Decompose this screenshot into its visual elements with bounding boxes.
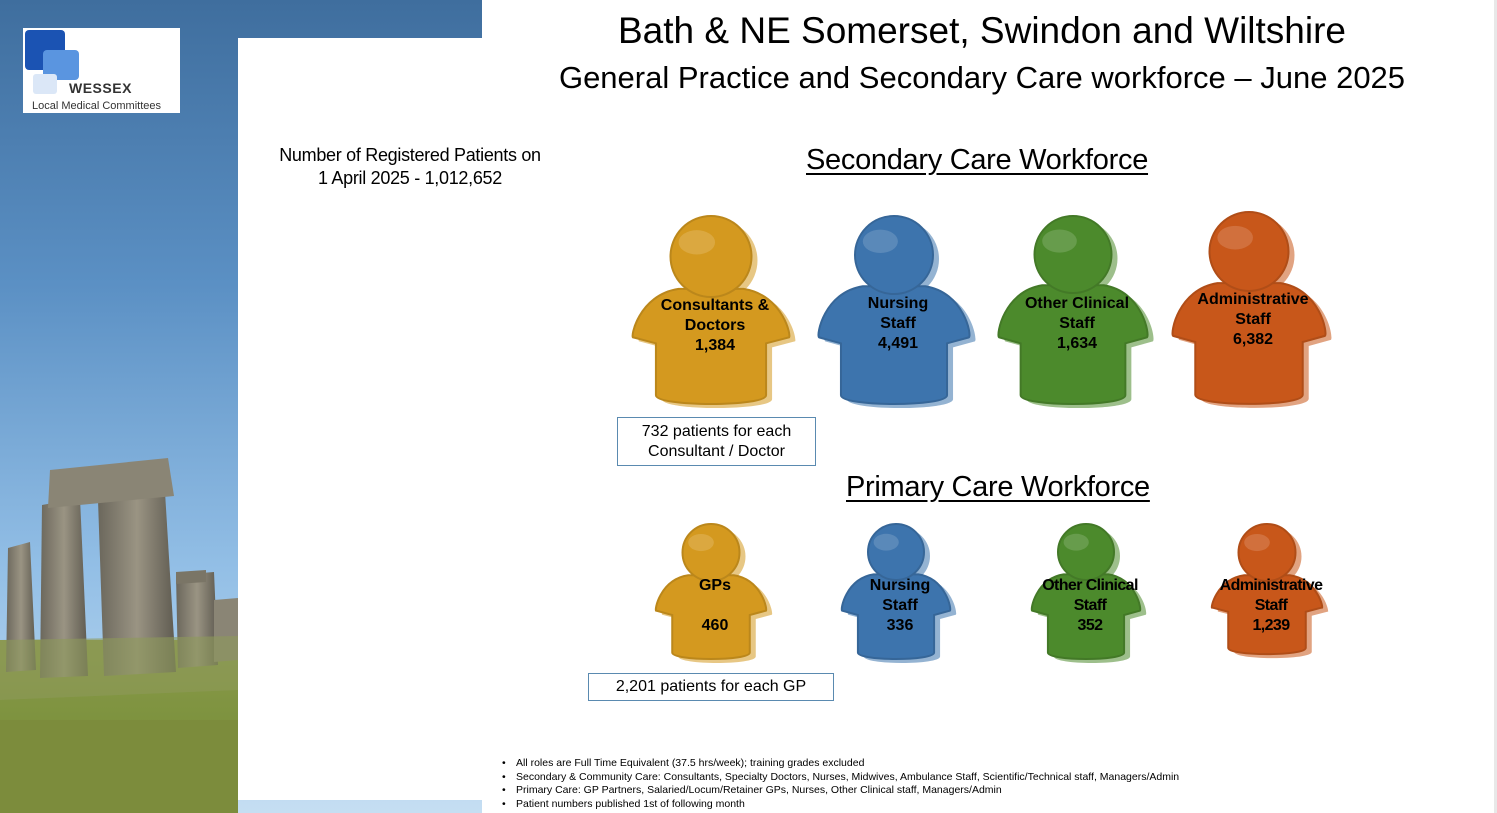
footnote-item: • All roles are Full Time Equivalent (37.5 hrs/week); training grades excluded [500, 757, 1179, 771]
footnote-item: • Patient numbers published 1st of following month [500, 798, 1179, 812]
secondary-ratio-box [617, 417, 816, 466]
wessex-lmc-logo [23, 28, 180, 113]
secondary-consultants-figure [630, 212, 800, 417]
primary-nursing-line2: Staff [882, 597, 918, 614]
secondary-consultants-value: 1,384 [694, 337, 736, 354]
primary-nursing-label [840, 576, 960, 636]
primary-other-clinical-label [1030, 576, 1150, 636]
secondary-administrative-value: 6,382 [1232, 331, 1274, 348]
registered-patients-line1: Number of Registered Patients on [279, 145, 541, 165]
secondary-ratio-line1: 732 patients for each [641, 423, 792, 440]
primary-administrative-figure [1210, 520, 1332, 665]
registered-patients [250, 144, 570, 190]
logo-subtitle: Local Medical Committees [32, 100, 161, 112]
primary-gps-label [654, 576, 776, 636]
primary-ratio-box [588, 673, 834, 701]
primary-ratio-line1: 2,201 patients for each GP [615, 678, 807, 695]
secondary-consultants-line1: Consultants & [660, 297, 770, 314]
page-title: Bath & NE Somerset, Swindon and Wiltshire [618, 10, 1346, 51]
primary-other-clinical-value: 352 [1077, 617, 1103, 634]
secondary-other-clinical-value: 1,634 [1056, 335, 1098, 352]
secondary-other-clinical-line1: Other Clinical [1024, 295, 1130, 312]
primary-care-title: Primary Care Workforce [846, 471, 1150, 503]
primary-nursing-value: 336 [886, 617, 914, 634]
primary-gps-line2 [654, 596, 776, 616]
primary-gps-line1: GPs [698, 577, 731, 594]
primary-administrative-value: 1,239 [1252, 617, 1290, 634]
secondary-consultants-line2: Doctors [684, 317, 746, 334]
primary-other-clinical-figure [1030, 520, 1150, 670]
primary-administrative-label [1210, 576, 1332, 636]
primary-other-clinical-line2: Staff [1073, 597, 1107, 614]
logo-name: WESSEX [69, 80, 132, 96]
secondary-nursing-figure [816, 212, 980, 417]
primary-nursing-figure [840, 520, 960, 670]
primary-nursing-line1: Nursing [869, 577, 931, 594]
secondary-administrative-figure [1170, 208, 1336, 417]
secondary-consultants-label [630, 296, 800, 356]
secondary-other-clinical-label [996, 294, 1158, 354]
secondary-administrative-label [1170, 290, 1336, 350]
secondary-nursing-line2: Staff [880, 315, 916, 332]
page-subtitle: General Practice and Secondary Care workforce – June 2025 [558, 60, 1406, 95]
secondary-nursing-label [816, 294, 980, 354]
secondary-ratio-line2: Consultant / Doctor [648, 443, 785, 460]
footnote-item: • Secondary & Community Care: Consultants, Specialty Doctors, Nurses, Midwives, Ambulance Staff, Scientific/Technical staff, Managers/Admin [500, 771, 1179, 785]
primary-gps-value: 460 [701, 617, 729, 634]
secondary-other-clinical-line2: Staff [1059, 315, 1095, 332]
primary-administrative-line2: Staff [1254, 597, 1288, 614]
secondary-other-clinical-figure [996, 212, 1158, 417]
primary-administrative-line1: Administrative [1219, 577, 1323, 594]
secondary-administrative-line2: Staff [1235, 311, 1271, 328]
primary-gps-figure [654, 520, 776, 670]
secondary-nursing-value: 4,491 [877, 335, 919, 352]
logo-square-light [33, 74, 57, 94]
footnotes [500, 757, 1179, 811]
primary-other-clinical-line1: Other Clinical [1042, 577, 1138, 594]
registered-patients-line2: 1 April 2025 - 1,012,652 [318, 168, 502, 188]
secondary-nursing-line1: Nursing [867, 295, 929, 312]
secondary-administrative-line1: Administrative [1197, 291, 1309, 308]
secondary-care-title: Secondary Care Workforce [806, 144, 1149, 176]
footnote-item: • Primary Care: GP Partners, Salaried/Locum/Retainer GPs, Nurses, Other Clinical staff, Managers/Admin [500, 784, 1179, 798]
